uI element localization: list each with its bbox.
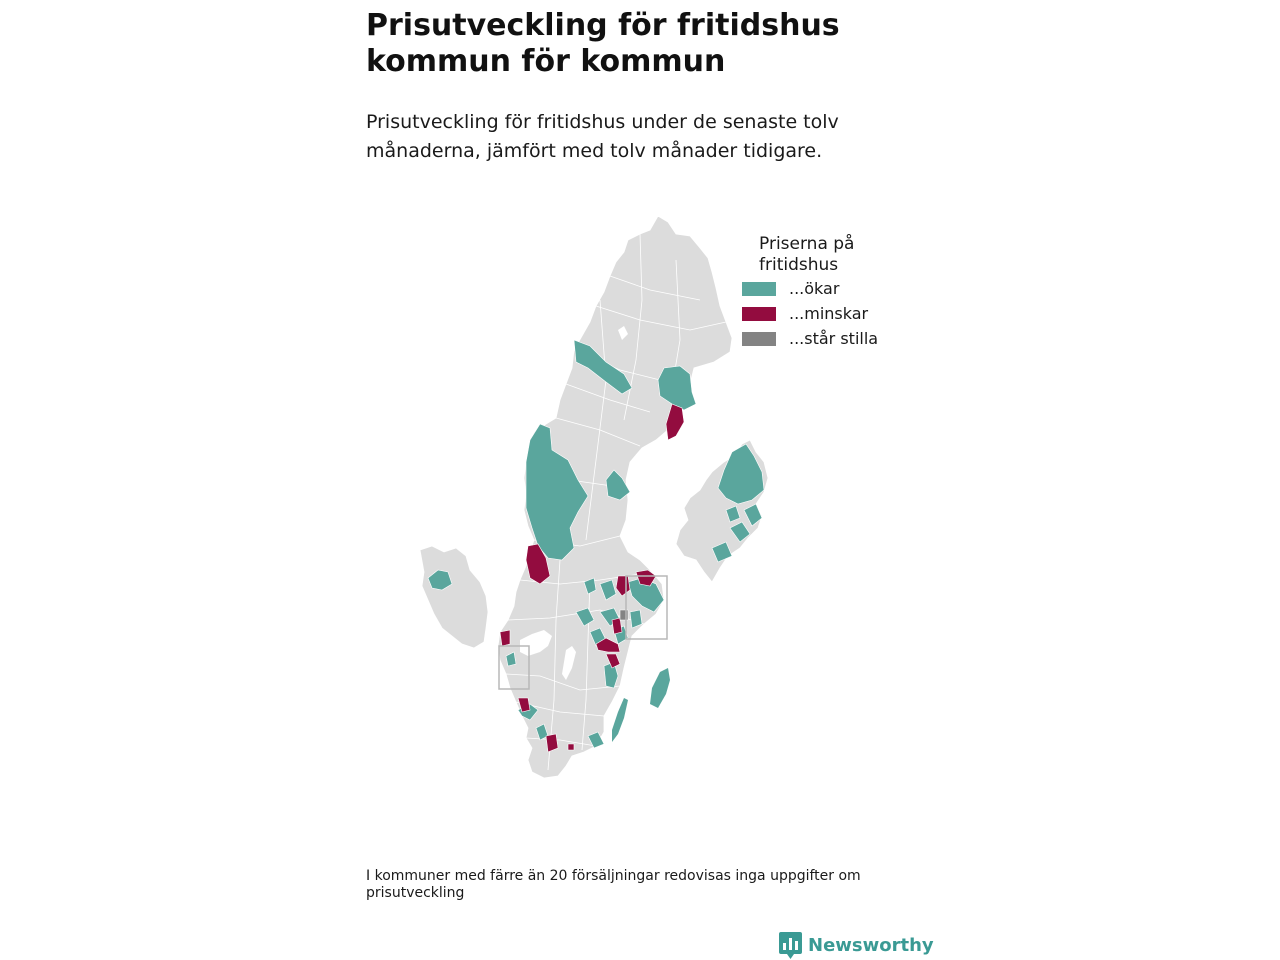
bar-chart-icon-bar bbox=[795, 941, 798, 950]
municipality-unchanged bbox=[620, 610, 628, 620]
island-oland bbox=[612, 698, 628, 742]
legend-swatch-increasing bbox=[742, 282, 776, 296]
legend-title: Priserna på fritidshus bbox=[759, 234, 855, 275]
legend-label-decreasing: ...minskar bbox=[789, 304, 869, 323]
municipality-decreasing bbox=[612, 618, 622, 634]
island-gotland bbox=[650, 668, 670, 708]
bar-chart-icon bbox=[779, 932, 802, 959]
legend-item-increasing bbox=[742, 276, 942, 301]
page-subtitle: Prisutveckling för fritidshus under de senaste tolv månaderna, jämfört med tolv månader tidigare. bbox=[366, 111, 839, 162]
legend-swatch-unchanged bbox=[742, 332, 776, 346]
map-legend bbox=[742, 234, 942, 351]
brand-logo[interactable] bbox=[779, 932, 934, 959]
inset-gothenburg bbox=[420, 546, 488, 648]
legend-item-decreasing bbox=[742, 301, 942, 326]
inset-stockholm bbox=[676, 440, 768, 582]
brand-name: Newsworthy bbox=[808, 935, 934, 956]
legend-item-unchanged bbox=[742, 326, 942, 351]
municipality-decreasing bbox=[500, 630, 510, 646]
title-line-1: Prisutveckling för fritidshus bbox=[366, 8, 840, 43]
legend-label-unchanged: ...står stilla bbox=[789, 329, 879, 348]
legend-label-increasing: ...ökar bbox=[789, 279, 840, 298]
title-line-2: kommun för kommun bbox=[366, 44, 726, 79]
inset-gothenburg-land bbox=[420, 546, 488, 648]
legend-swatch-decreasing bbox=[742, 307, 776, 321]
footnote: I kommuner med färre än 20 försäljningar redovisas inga uppgifter om prisutveckling bbox=[366, 868, 861, 901]
bar-chart-icon-bar bbox=[783, 943, 786, 950]
municipality-decreasing bbox=[568, 744, 574, 750]
bar-chart-icon-bar bbox=[789, 938, 792, 950]
